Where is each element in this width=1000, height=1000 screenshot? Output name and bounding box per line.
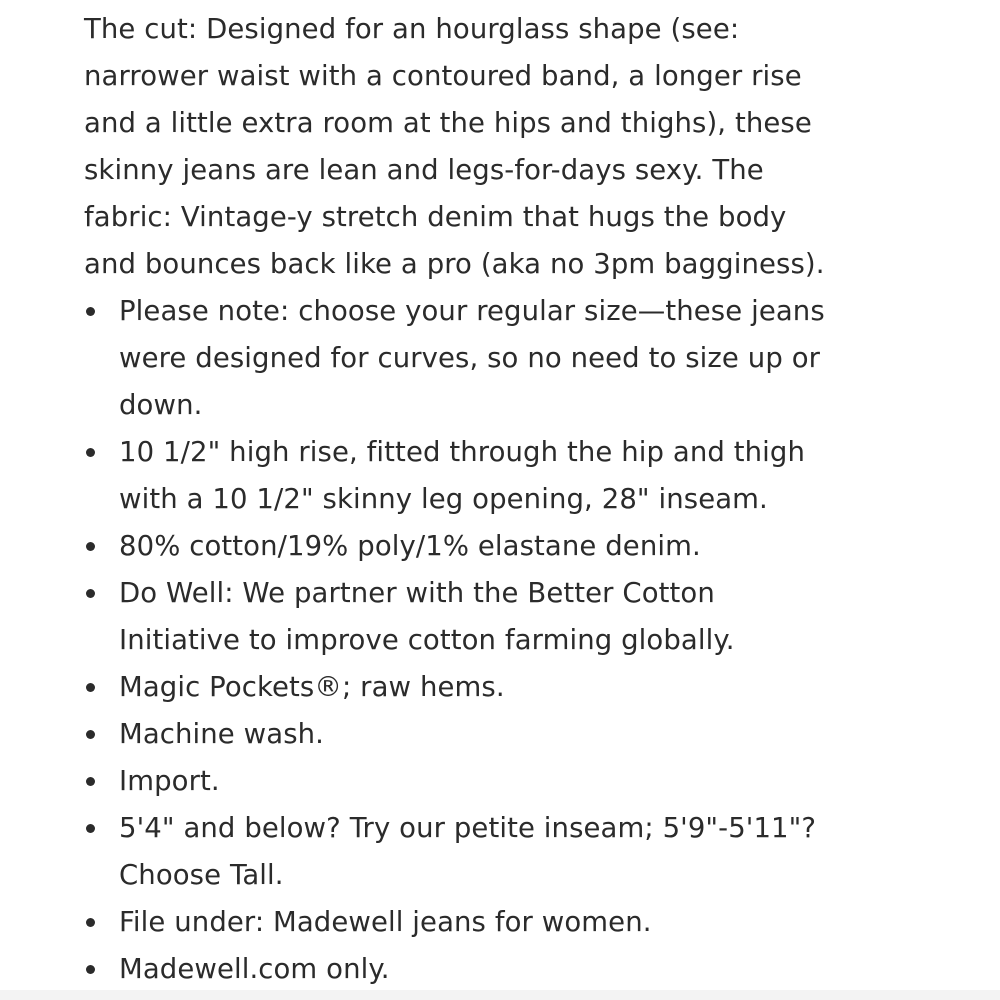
bullet-icon [86,965,95,974]
bottom-edge [0,990,1000,1000]
list-item [84,758,984,805]
list-item [84,664,984,711]
list-item-text: 10 1/2" high rise, fitted through the hip and thigh with a 10 1/2" skinny leg opening, 28" inseam. [119,436,806,515]
list-item-text: Magic Pockets®; raw hems. [119,671,505,703]
list-item [84,805,984,899]
list-item-text: Do Well: We partner with the Better Cotton Initiative to improve cotton farming globally. [119,577,735,656]
bullet-icon [86,307,95,316]
bullet-icon [86,448,95,457]
list-item [84,711,984,758]
description-intro: The cut: Designed for an hourglass shape (see: narrower waist with a contoured band, a longer rise and a little extra room at the hips and thighs), these skinny jeans are lean and legs-for-days sexy. The fabric: Vintage-y stretch denim that hugs the body and bounces back like a pro (aka no 3pm bagginess). [84,13,825,280]
list-item-text: Import. [119,765,220,797]
list-item-text: 5'4" and below? Try our petite inseam; 5'9"-5'11"? Choose Tall. [119,812,817,891]
bullet-icon [86,918,95,927]
bullet-icon [86,542,95,551]
list-item-text: File under: Madewell jeans for women. [119,906,652,938]
list-item-text: 80% cotton/19% poly/1% elastane denim. [119,530,701,562]
list-item-text: Madewell.com only. [119,953,390,985]
feature-list [84,288,984,993]
list-item [84,288,984,429]
bullet-icon [86,683,95,692]
list-item-text: Please note: choose your regular size—these jeans were designed for curves, so no need to size up or down. [119,295,825,421]
product-description [84,6,984,993]
bullet-icon [86,777,95,786]
bullet-icon [86,589,95,598]
list-item [84,429,984,523]
list-item [84,523,984,570]
bullet-icon [86,824,95,833]
list-item [84,899,984,946]
list-item [84,570,984,664]
list-item [84,946,984,993]
list-item-text: Machine wash. [119,718,324,750]
bullet-icon [86,730,95,739]
